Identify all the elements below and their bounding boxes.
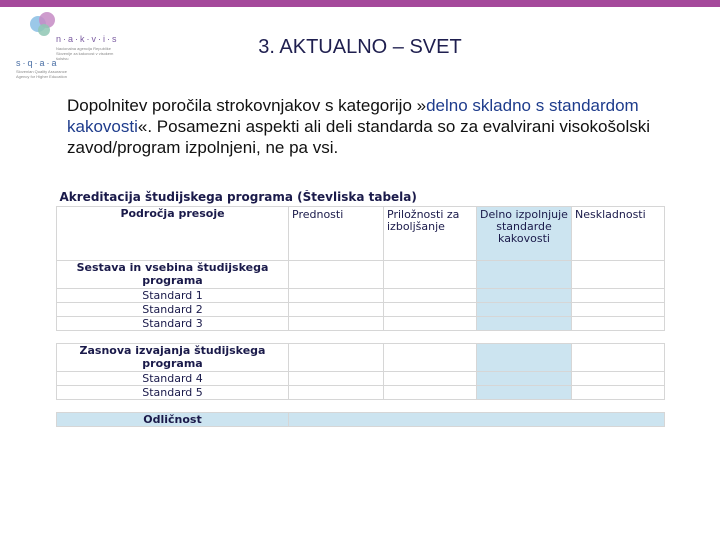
paragraph-highlight: delno skladno s standardom kakovosti [67,96,639,136]
table-cell[interactable] [289,316,384,330]
top-accent-bar [0,0,720,7]
table-cell[interactable] [384,302,477,316]
table-cell[interactable] [384,371,477,385]
logo-subtitle-top: Nacionalna agencija Republike Slovenije za kakovost v visokem šolstvu [56,46,114,61]
excellence-row-label: Odličnost [57,412,289,426]
table-cell[interactable] [477,302,572,316]
table-spacer [57,330,665,343]
table-cell[interactable] [384,288,477,302]
table-cell[interactable] [477,288,572,302]
table-caption: Akreditacija študijskega programa (Števliska tabela) [59,190,417,204]
header-nonconformities: Neskladnosti [572,206,665,260]
standard-row-label: Standard 2 [57,302,289,316]
section-title: Sestava in vsebina študijskega programa [57,260,289,288]
logo-name-top: n·a·k·v·i·s [56,34,119,44]
description-paragraph [67,95,667,158]
logo-subtitle-bottom: Slovenian Quality Assurance Agency for Higher Education [16,69,67,79]
table-cell[interactable] [572,260,665,288]
header-improvements: Priložnosti za izboljšanje [384,206,477,260]
section-title: Zasnova izvajanja študijskega programa [57,343,289,371]
header-strengths: Prednosti [289,206,384,260]
table-cell[interactable] [477,260,572,288]
slide-title: 3. AKTUALNO – SVET [258,36,462,58]
table-cell[interactable] [384,260,477,288]
table-cell[interactable] [384,385,477,399]
standard-row-label: Standard 4 [57,371,289,385]
table-cell[interactable] [289,385,384,399]
table-cell[interactable] [572,288,665,302]
paragraph-part-2: «. Posamezni aspekti ali deli standarda so za evalvirani visokošolski zavod/program izpolnjeni, ne pa vsi. [67,117,651,157]
table-cell[interactable] [384,343,477,371]
table-cell[interactable] [477,371,572,385]
table-cell[interactable] [572,385,665,399]
header-partially-compliant: Delno izpolnjuje standarde kakovosti [477,206,572,260]
table-cell[interactable] [572,371,665,385]
standard-row-label: Standard 1 [57,288,289,302]
table-cell[interactable] [572,343,665,371]
table-cell[interactable] [384,316,477,330]
evaluation-table [56,190,664,427]
table-cell[interactable] [477,343,572,371]
header-assessment-areas: Področja presoje [57,206,289,260]
table-cell[interactable] [477,316,572,330]
table-cell[interactable] [289,260,384,288]
speech-bubbles-icon [28,10,58,40]
excellence-cell[interactable] [289,412,665,426]
table-spacer [57,399,665,412]
table-cell[interactable] [289,371,384,385]
paragraph-part-1: Dopolnitev poročila strokovnjakov s kategorijo » [67,96,427,115]
table-cell[interactable] [477,385,572,399]
table-cell[interactable] [572,302,665,316]
standard-row-label: Standard 3 [57,316,289,330]
table-cell[interactable] [289,288,384,302]
table-cell[interactable] [289,343,384,371]
standard-row-label: Standard 5 [57,385,289,399]
table-cell[interactable] [289,302,384,316]
agency-logo [14,10,119,79]
table-cell[interactable] [572,316,665,330]
logo-name-bottom: s·q·a·a [16,58,59,68]
